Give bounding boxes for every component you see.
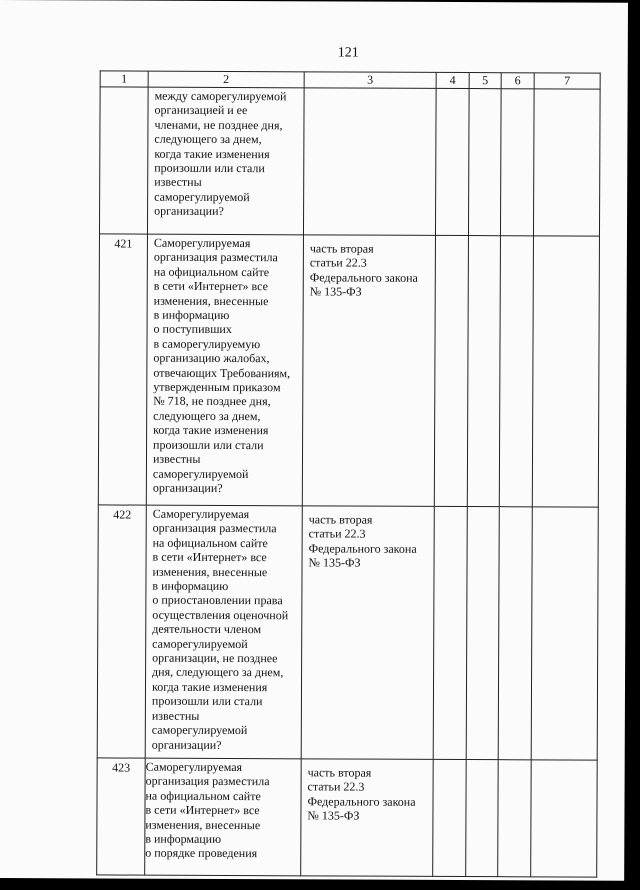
text-line: часть вторая — [307, 765, 372, 780]
text-line: дня, следующего за днем, — [152, 665, 284, 680]
table-row — [98, 234, 599, 507]
row-number-cell: 422 — [97, 505, 146, 758]
question-cell — [146, 234, 303, 506]
header-cell: 7 — [534, 73, 600, 89]
requirements-table — [96, 70, 601, 877]
text-line: в информацию — [145, 831, 222, 847]
empty-cell — [533, 89, 600, 236]
text-line: статьи 22.3 — [309, 255, 367, 271]
text-line: часть вторая — [309, 241, 374, 256]
text-line: когда такие изменения — [151, 679, 268, 695]
empty-cell — [531, 760, 598, 877]
empty-cell — [498, 760, 532, 877]
empty-cell — [531, 507, 598, 760]
text-line: произошли или стали — [153, 437, 264, 452]
text-line: саморегулируемой — [152, 636, 248, 651]
empty-cell — [499, 236, 533, 507]
empty-cell — [500, 89, 534, 236]
text-line: когда такие изменения — [153, 422, 269, 438]
empty-cell — [433, 759, 467, 876]
text-line: членами, не позднее дня, — [154, 117, 283, 133]
text-line: в информацию — [153, 307, 230, 323]
reference-cell — [302, 235, 435, 507]
text-line: № 135-ФЗ — [309, 284, 362, 299]
text-line: Саморегулируемая — [153, 235, 251, 251]
text-line: № 718, не позднее дня, — [153, 394, 271, 409]
table-row — [99, 87, 600, 236]
text-line: статьи 22.3 — [307, 779, 365, 795]
text-line: организацию жалобах, — [153, 350, 270, 366]
reference-cell — [301, 506, 434, 760]
text-line: организации? — [151, 737, 222, 752]
empty-cell — [434, 235, 468, 506]
text-line: № 135-ФЗ — [307, 808, 360, 823]
text-line: организация разместила — [153, 250, 278, 265]
text-line: осуществления оценочной — [152, 607, 289, 623]
question-cell — [145, 758, 302, 876]
text-line: организации? — [154, 203, 224, 219]
text-line: Федерального закона — [309, 270, 418, 285]
empty-cell — [532, 236, 599, 507]
text-line: произошли или стали — [151, 693, 263, 709]
question-cell — [145, 505, 302, 759]
text-line: в сети «Интернет» все — [145, 802, 260, 818]
text-line: известны — [154, 175, 202, 190]
text-line: саморегулируемой — [152, 466, 249, 481]
empty-cell — [433, 506, 467, 759]
page-number: 121 — [337, 45, 359, 61]
header-cell: 5 — [469, 73, 501, 89]
text-line: деятельности членом — [152, 621, 262, 637]
row-number-cell: 423 — [97, 758, 146, 875]
text-line: произошли или стали — [154, 160, 265, 176]
header-cell: 2 — [148, 71, 304, 88]
text-line: саморегулируемой — [154, 189, 250, 204]
text-line: утвержденным приказом — [153, 379, 281, 395]
text-line: организацией и ее — [154, 103, 248, 118]
text-line: когда такие изменения — [154, 146, 270, 161]
empty-cell — [466, 760, 499, 877]
text-line: о приостановлении права — [152, 593, 283, 608]
empty-cell — [435, 88, 469, 235]
text-line: Саморегулируемая — [152, 506, 250, 522]
text-line: между саморегулируемой — [154, 88, 287, 104]
text-line: саморегулируемой — [151, 722, 248, 738]
text-line: организации? — [152, 480, 223, 495]
text-line: в сети «Интернет» все — [153, 278, 268, 294]
text-line: в информацию — [152, 578, 229, 594]
row-number-cell: 421 — [98, 234, 147, 505]
header-cell: 3 — [304, 72, 436, 89]
text-line: изменения, внесенные — [145, 817, 261, 832]
text-line: на официальном сайте — [152, 535, 268, 550]
text-line: о порядке проведения — [145, 846, 258, 861]
text-line: отвечающих Требованиям, — [153, 365, 291, 380]
text-line: известны — [151, 708, 200, 723]
text-line: о поступивших — [153, 322, 232, 337]
text-line: изменения, внесенные — [152, 564, 268, 579]
text-line: следующего за днем, — [153, 408, 261, 424]
text-line: в саморегулируемую — [153, 336, 261, 351]
table-row — [97, 505, 598, 760]
text-line: организация разместила — [152, 521, 277, 536]
reference-cell — [303, 88, 436, 236]
text-line: на официальном сайте — [153, 264, 270, 279]
text-line: изменения, внесенные — [153, 293, 269, 308]
empty-cell — [466, 507, 499, 760]
empty-cell — [468, 89, 501, 236]
reference-cell — [301, 759, 434, 877]
text-line: часть вторая — [308, 512, 373, 527]
text-line: Саморегулируемая — [145, 759, 243, 775]
text-line: известны — [152, 451, 201, 466]
header-cell: 4 — [436, 72, 469, 88]
text-line: на официальном сайте — [145, 788, 261, 803]
text-line: статьи 22.3 — [308, 526, 366, 542]
text-line: организации, не позднее — [152, 650, 278, 666]
text-line: следующего за днем, — [154, 131, 262, 147]
empty-cell — [498, 507, 532, 760]
text-line: Федерального закона — [307, 794, 416, 809]
table-row — [97, 758, 598, 877]
header-cell: 6 — [501, 73, 534, 89]
empty-cell — [467, 236, 500, 507]
text-line: Федерального закона — [308, 541, 417, 556]
text-line: организация разместила — [145, 774, 270, 789]
header-cell: 1 — [100, 71, 148, 87]
row-number-cell — [99, 87, 148, 234]
text-line: в сети «Интернет» все — [152, 549, 267, 565]
text-line: № 135-ФЗ — [308, 555, 361, 570]
question-cell — [147, 87, 304, 235]
